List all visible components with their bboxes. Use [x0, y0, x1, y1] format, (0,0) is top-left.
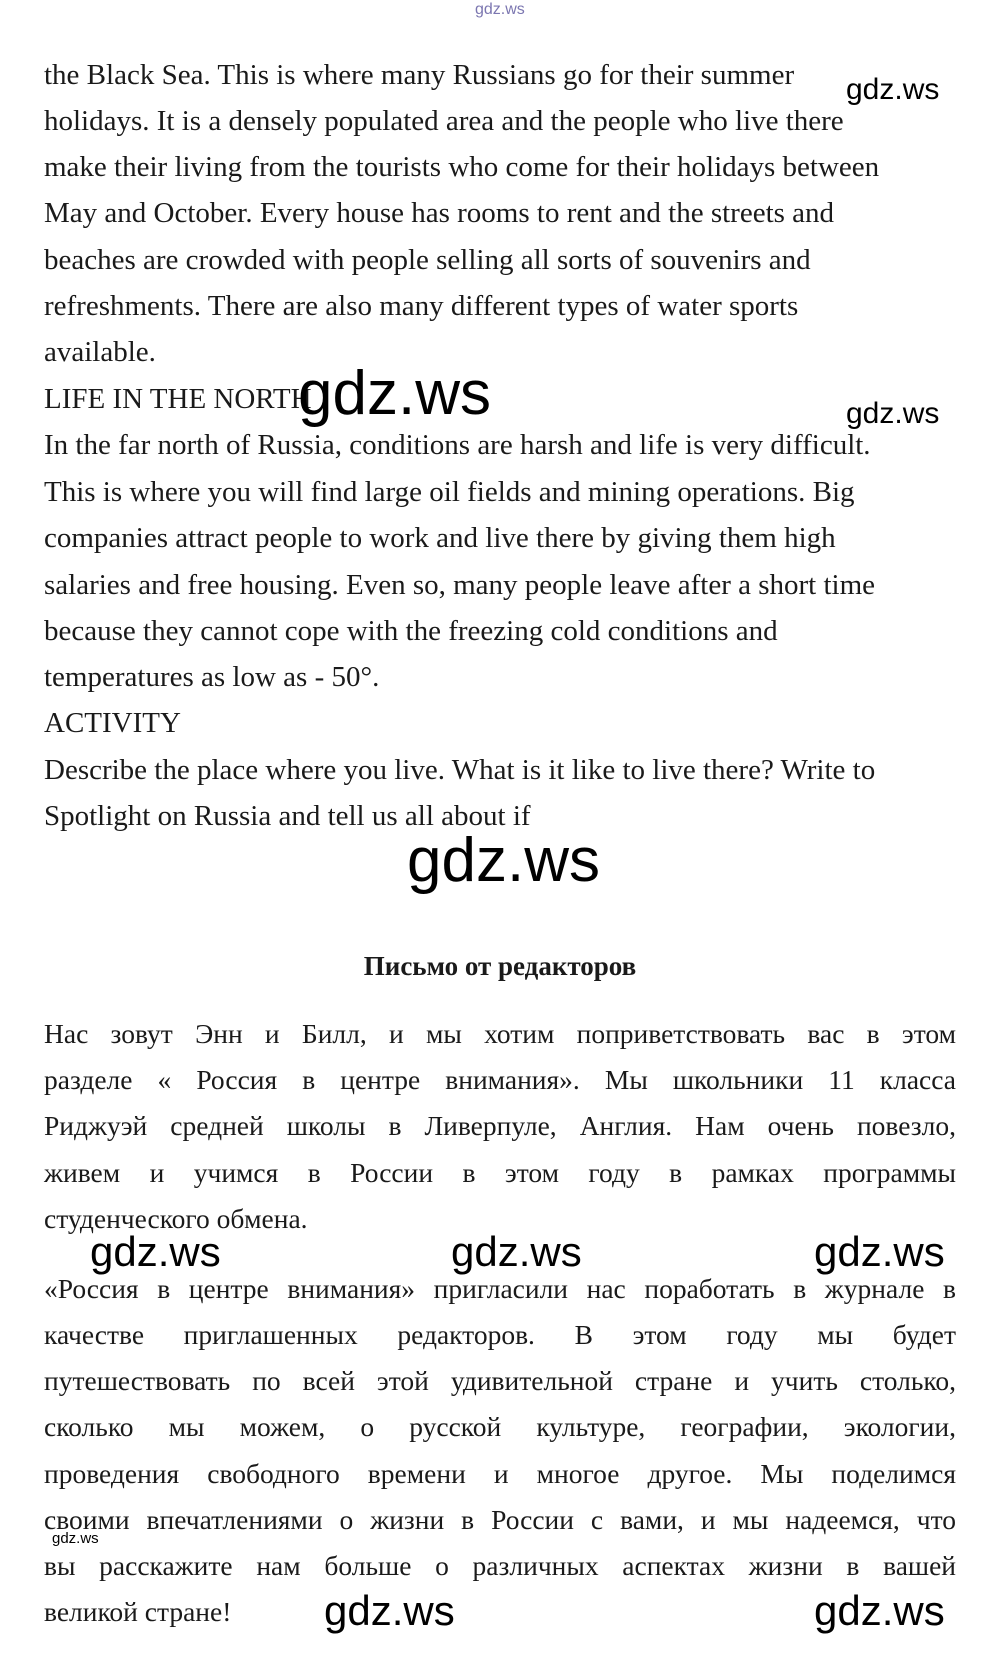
english-line: companies attract people to work and live there by giving them high: [44, 522, 836, 554]
english-line: because they cannot cope with the freezing cold conditions and: [44, 615, 778, 647]
english-line: Spotlight on Russia and tell us all about if: [44, 800, 531, 832]
russian-line: сколько мы можем, о русской культуре, географии, экологии,: [44, 1411, 956, 1442]
english-line: available.: [44, 336, 156, 368]
watermark: gdz.ws: [407, 826, 600, 895]
watermark: gdz.ws: [814, 1587, 945, 1634]
russian-line: живем и учимся в России в этом году в рамках программы: [44, 1157, 956, 1188]
russian-line: Риджуэй средней школы в Ливерпуле, Англия. Нам очень повезло,: [44, 1110, 956, 1141]
english-line: Describe the place where you live. What is it like to live there? Write to: [44, 754, 876, 786]
russian-line: качестве приглашенных редакторов. В этом году мы будет: [44, 1319, 956, 1350]
russian-line: вы расскажите нам больше о различных аспектах жизни в вашей: [44, 1550, 956, 1581]
english-line: holidays. It is a densely populated area and the people who live there: [44, 105, 844, 137]
russian-line: великой стране!: [44, 1596, 232, 1627]
english-line: May and October. Every house has rooms to rent and the streets and: [44, 197, 835, 229]
watermark: gdz.ws: [451, 1228, 582, 1275]
russian-line: студенческого обмена.: [44, 1203, 308, 1234]
russian-line: разделе « Россия в центре внимания». Мы школьники 11 класса: [44, 1064, 956, 1095]
watermark: gdz.ws: [846, 397, 940, 430]
section-heading-activity: ACTIVITY: [44, 707, 181, 739]
watermark: gdz.ws: [52, 1530, 99, 1547]
russian-line: своими впечатлениями о жизни в России с вами, и мы надеемся, что: [44, 1504, 956, 1535]
russian-line: проведения свободного времени и многое другое. Мы поделимся: [44, 1458, 956, 1489]
english-line: This is where you will find large oil fields and mining operations. Big: [44, 476, 855, 508]
english-line: temperatures as low as - 50°.: [44, 661, 380, 693]
watermark: gdz.ws: [814, 1228, 945, 1275]
russian-heading: Письмо от редакторов: [363, 951, 637, 981]
english-line: refreshments. There are also many different types of water sports: [44, 290, 799, 322]
watermark-top: gdz.ws: [475, 1, 525, 18]
english-line: the Black Sea. This is where many Russians go for their summer: [44, 59, 795, 91]
russian-line: путешествовать по всей этой удивительной стране и учить столько,: [44, 1365, 956, 1396]
watermark: gdz.ws: [298, 359, 491, 428]
russian-line: Нас зовут Энн и Билл, и мы хотим поприветствовать вас в этом: [44, 1018, 956, 1049]
english-line: beaches are crowded with people selling all sorts of souvenirs and: [44, 244, 811, 276]
watermark: gdz.ws: [324, 1587, 455, 1634]
watermark: gdz.ws: [90, 1228, 221, 1275]
english-line: make their living from the tourists who come for their holidays between: [44, 151, 880, 183]
english-line: salaries and free housing. Even so, many people leave after a short time: [44, 569, 876, 601]
watermark: gdz.ws: [846, 73, 940, 106]
russian-line: «Россия в центре внимания» пригласили нас поработать в журнале в: [44, 1273, 956, 1304]
english-line: In the far north of Russia, conditions are harsh and life is very difficult.: [44, 429, 871, 461]
section-heading-north: LIFE IN THE NORTH: [44, 383, 312, 415]
